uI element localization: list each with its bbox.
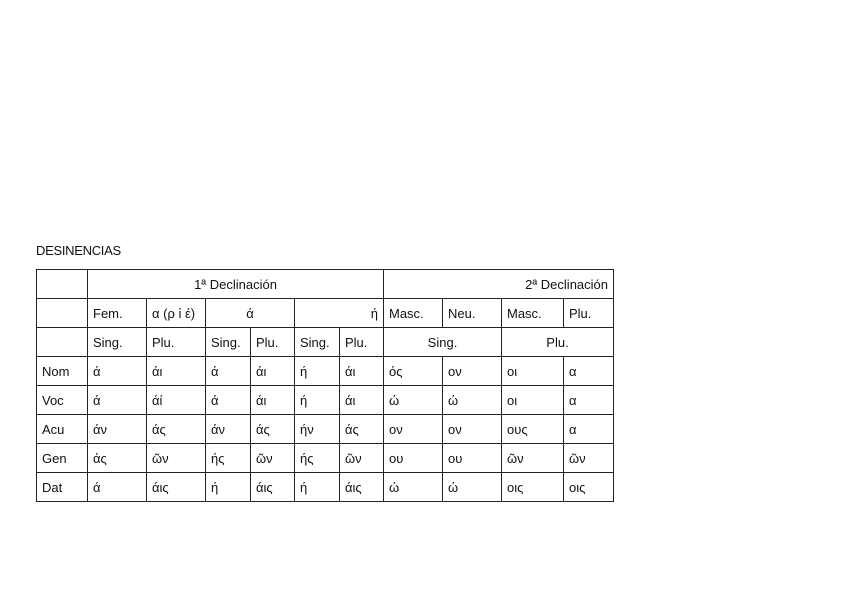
ending-cell: άς bbox=[88, 444, 147, 473]
ending-cell: άι bbox=[340, 386, 384, 415]
ending-cell: οις bbox=[564, 473, 614, 502]
number-sing: Sing. bbox=[88, 328, 147, 357]
gender-masc: Masc. bbox=[384, 299, 443, 328]
ending-cell: ον bbox=[384, 415, 443, 444]
number-sing: Sing. bbox=[295, 328, 340, 357]
ending-cell: ῶν bbox=[251, 444, 295, 473]
ending-cell: ής bbox=[206, 444, 251, 473]
ending-cell: ους bbox=[502, 415, 564, 444]
ending-cell: ον bbox=[443, 357, 502, 386]
number-plu: Plu. bbox=[340, 328, 384, 357]
ending-cell: ά bbox=[206, 357, 251, 386]
ending-cell: ώ bbox=[443, 386, 502, 415]
ending-cell: ῶν bbox=[340, 444, 384, 473]
gender-fem: Fem. bbox=[88, 299, 147, 328]
ending-cell: άν bbox=[88, 415, 147, 444]
ending-cell: ής bbox=[295, 444, 340, 473]
declension-header-row bbox=[37, 270, 614, 299]
table-row-gen bbox=[37, 444, 614, 473]
ending-cell: άν bbox=[206, 415, 251, 444]
ending-cell: οι bbox=[502, 386, 564, 415]
ending-cell: ῶν bbox=[564, 444, 614, 473]
ending-cell: α bbox=[564, 386, 614, 415]
declension-table bbox=[36, 269, 614, 502]
ending-cell: άις bbox=[340, 473, 384, 502]
ending-cell: ή bbox=[295, 386, 340, 415]
gender-fem-alpha: α (ρ ἰ έ) bbox=[147, 299, 206, 328]
ending-cell: άί bbox=[147, 386, 206, 415]
ending-cell: ήν bbox=[295, 415, 340, 444]
ending-cell: ή bbox=[206, 473, 251, 502]
ending-cell: α bbox=[564, 357, 614, 386]
ending-cell: άι bbox=[251, 357, 295, 386]
table-row-dat bbox=[37, 473, 614, 502]
empty-cell bbox=[37, 270, 88, 299]
gender-eta: ή bbox=[295, 299, 384, 328]
case-label: Acu bbox=[37, 415, 88, 444]
ending-cell: οι bbox=[502, 357, 564, 386]
case-label: Voc bbox=[37, 386, 88, 415]
gender-header-row bbox=[37, 299, 614, 328]
ending-cell: ά bbox=[88, 473, 147, 502]
ending-cell: άι bbox=[251, 386, 295, 415]
first-declension-header: 1ª Declinación bbox=[88, 270, 384, 299]
ending-cell: ου bbox=[443, 444, 502, 473]
number-plu-decl2: Plu. bbox=[502, 328, 614, 357]
ending-cell: οις bbox=[502, 473, 564, 502]
case-label: Dat bbox=[37, 473, 88, 502]
ending-cell: ώ bbox=[384, 473, 443, 502]
ending-cell: άις bbox=[251, 473, 295, 502]
ending-cell: ῶν bbox=[147, 444, 206, 473]
second-declension-header: 2ª Declinación bbox=[384, 270, 614, 299]
ending-cell: ή bbox=[295, 473, 340, 502]
gender-alpha: ά bbox=[206, 299, 295, 328]
table-row-acu bbox=[37, 415, 614, 444]
ending-cell: ά bbox=[206, 386, 251, 415]
ending-cell: ά bbox=[88, 357, 147, 386]
ending-cell: άι bbox=[147, 357, 206, 386]
case-label: Gen bbox=[37, 444, 88, 473]
ending-cell: άι bbox=[340, 357, 384, 386]
case-label: Nom bbox=[37, 357, 88, 386]
empty-cell bbox=[37, 328, 88, 357]
ending-cell: ά bbox=[88, 386, 147, 415]
table-row-voc bbox=[37, 386, 614, 415]
ending-cell: α bbox=[564, 415, 614, 444]
gender-neu: Neu. bbox=[443, 299, 502, 328]
ending-cell: ώ bbox=[384, 386, 443, 415]
gender-masc-2: Masc. bbox=[502, 299, 564, 328]
table-row-nom bbox=[37, 357, 614, 386]
ending-cell: άις bbox=[147, 473, 206, 502]
number-sing: Sing. bbox=[206, 328, 251, 357]
ending-cell: άς bbox=[147, 415, 206, 444]
page-heading: DESINENCIAS bbox=[36, 243, 121, 258]
number-sing-decl2: Sing. bbox=[384, 328, 502, 357]
ending-cell: ου bbox=[384, 444, 443, 473]
ending-cell: ον bbox=[443, 415, 502, 444]
ending-cell: ή bbox=[295, 357, 340, 386]
ending-cell: ός bbox=[384, 357, 443, 386]
number-plu: Plu. bbox=[147, 328, 206, 357]
ending-cell: άς bbox=[251, 415, 295, 444]
empty-cell bbox=[37, 299, 88, 328]
ending-cell: ῶν bbox=[502, 444, 564, 473]
number-header-row bbox=[37, 328, 614, 357]
ending-cell: ώ bbox=[443, 473, 502, 502]
gender-plu: Plu. bbox=[564, 299, 614, 328]
number-plu: Plu. bbox=[251, 328, 295, 357]
ending-cell: άς bbox=[340, 415, 384, 444]
